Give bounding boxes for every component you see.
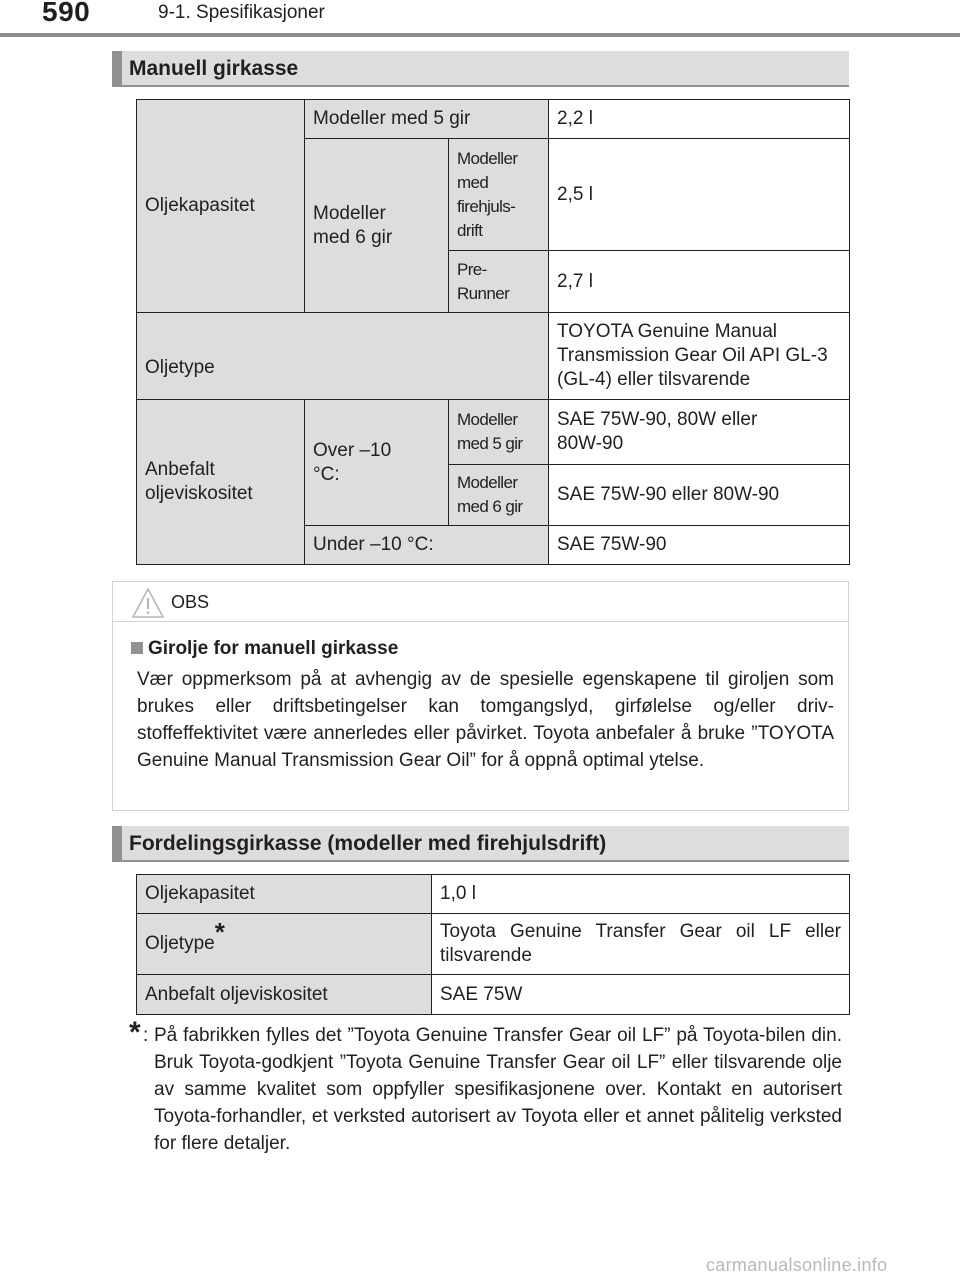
page-header bbox=[0, 0, 960, 40]
notice-title: Girolje for manuell girkasse bbox=[148, 638, 399, 659]
transfer-case-table bbox=[136, 874, 850, 1015]
transfer-capacity-label: Oljekapasitet bbox=[137, 875, 432, 914]
section-heading-bar bbox=[112, 51, 122, 85]
page-number: 590 bbox=[42, 0, 91, 27]
transfer-viscosity-label: Anbefalt oljeviskositet bbox=[137, 975, 432, 1015]
section-heading-bar bbox=[112, 826, 122, 860]
four-wd-capacity: 2,5 l bbox=[549, 139, 850, 251]
table-row bbox=[137, 875, 850, 914]
oil-capacity-label: Oljekapasitet bbox=[137, 100, 305, 313]
section-heading-manual-gearbox bbox=[112, 51, 849, 87]
footnote-asterisk: * bbox=[129, 1016, 141, 1049]
table-row bbox=[137, 100, 850, 139]
notice-box bbox=[112, 581, 849, 811]
chapter-title: 9-1. Spesifikasjoner bbox=[158, 2, 325, 23]
prerunner-capacity: 2,7 l bbox=[549, 251, 850, 313]
footnote bbox=[129, 1016, 842, 1157]
footnote-text: På fabrikken fylles det ”Toyota Genuine Transfer Gear oil LF” på Toyota-bilen din. Bruk Toyota-godkjent ”Toyota Genuine Transfer Gear oil LF” eller tilsvarende olje av samme kvalitet som oppfyller spesifikasjonene over. Kontakt en autorisert Toyota-forhandler, et verksted autorisert av Toyota eller et annet pålitelig verksted for flere detaljer. bbox=[154, 1025, 842, 1154]
over-temp-label: Over –10 °C: bbox=[305, 400, 449, 526]
section-heading-transfer-case bbox=[112, 826, 849, 862]
bullet-square-icon bbox=[131, 642, 143, 654]
under-temp-label: Under –10 °C: bbox=[305, 526, 549, 565]
notice-body: Vær oppmerksom på at avhengig av de spesielle egenskapene til giroljen som brukes eller driftsbetingelser kan tomgangslyd, girfølelse og/eller driv-stoffeffektivitet være annerledes eller påvirket. Toyota anbefaler å bruke ”TOYOTA Genuine Manual Transmission Gear Oil” for å oppnå optimal ytelse. bbox=[137, 669, 834, 771]
table-row bbox=[137, 975, 850, 1015]
six-speed-viscosity: SAE 75W-90 eller 80W-90 bbox=[549, 465, 850, 526]
prerunner-label: Pre-Runner bbox=[449, 251, 549, 313]
notice-header bbox=[113, 582, 848, 622]
four-wd-label: Modeller med firehjuls-drift bbox=[449, 139, 549, 251]
footnote-colon: : bbox=[143, 1025, 149, 1046]
table-row bbox=[137, 313, 850, 400]
under-temp-viscosity: SAE 75W-90 bbox=[549, 526, 850, 565]
table-row bbox=[137, 400, 850, 465]
section-heading-text: Fordelingsgirkasse (modeller med firehjulsdrift) bbox=[129, 832, 607, 855]
warning-triangle-icon bbox=[131, 587, 165, 619]
viscosity-label: Anbefalt oljeviskositet bbox=[137, 400, 305, 565]
transfer-oil-type-label: Oljetype* bbox=[137, 914, 432, 975]
section-heading-text: Manuell girkasse bbox=[129, 57, 299, 80]
oil-type-value: TOYOTA Genuine Manual Transmission Gear Oil API GL-3 (GL-4) eller tilsvarende bbox=[549, 313, 850, 400]
watermark: carmanualsonline.info bbox=[706, 1255, 888, 1275]
six-speed-label: Modeller med 6 gir bbox=[305, 139, 449, 313]
notice-label: OBS bbox=[171, 592, 210, 612]
transfer-oil-type-value: Toyota Genuine Transfer Gear oil LF eller tilsvarende bbox=[432, 914, 850, 975]
oil-type-label: Oljetype bbox=[137, 313, 549, 400]
table-row bbox=[137, 914, 850, 975]
five-speed-viscosity: SAE 75W-90, 80W eller 80W-90 bbox=[549, 400, 850, 465]
header-rule bbox=[0, 33, 960, 37]
five-speed-capacity: 2,2 l bbox=[549, 100, 850, 139]
five-speed-short-label: Modeller med 5 gir bbox=[449, 400, 549, 465]
five-speed-label: Modeller med 5 gir bbox=[305, 100, 549, 139]
transfer-viscosity-value: SAE 75W bbox=[432, 975, 850, 1015]
manual-gearbox-table bbox=[136, 99, 850, 565]
asterisk-mark: * bbox=[214, 917, 225, 947]
six-speed-short-label: Modeller med 6 gir bbox=[449, 465, 549, 526]
transfer-capacity-value: 1,0 l bbox=[432, 875, 850, 914]
